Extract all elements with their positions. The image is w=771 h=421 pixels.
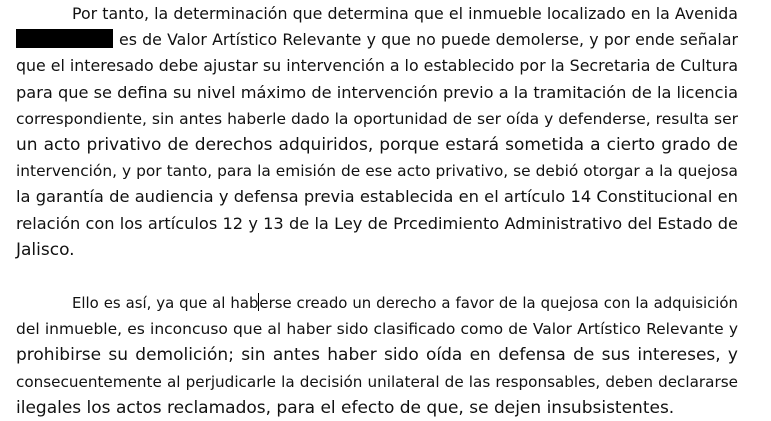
paragraph-1-line-9: relación con los artículos 12 y 13 de la Ley de Prcedimiento Administrativo del Estado de: [16, 213, 738, 233]
paragraph-2-line-1-text-b: erse creado un derecho a favor de la quejosa con la adquisición: [259, 294, 738, 312]
paragraph-1-line-8: la garantía de audiencia y defensa previa establecida en el artículo 14 Constitucional en: [16, 187, 738, 207]
paragraph-1-line-5: correspondiente, sin antes haberle dado la oportunidad de ser oída y defenderse, resulta ser: [16, 109, 738, 128]
paragraph-1: [16, 1, 738, 263]
paragraph-1-line-1: Por tanto, la determinación que determina que el inmueble localizado en la Avenida: [72, 4, 738, 23]
paragraph-2-line-1-text-a: Ello es así, ya que al hab: [72, 294, 259, 312]
paragraph-2-line-1[interactable]: [16, 290, 738, 316]
paragraph-1-line-4: para que se defina su nivel máximo de intervención previo a la tramitación de la licencia: [16, 82, 738, 102]
paragraph-2-line-2: del inmueble, es inconcuso que al haber sido clasificado como de Valor Artístico Relevante y: [16, 320, 738, 339]
paragraph-1-line-2: [16, 27, 738, 53]
paragraph-1-line-7: intervención, y por tanto, para la emisión de ese acto privativo, se debió otorgar a la quejosa: [16, 162, 738, 181]
paragraph-2-line-4: consecuentemente al perjudicarle la decisión unilateral de las responsables, deben declararse: [16, 372, 738, 391]
paragraph-1-line-10: Jalisco.: [16, 239, 75, 260]
paragraph-1-line-3: que el interesado debe ajustar su intervención a lo establecido por la Secretaria de Cultura: [16, 56, 739, 76]
paragraph-1-line-2-text: es de Valor Artístico Relevante y que no puede demolerse, y por ende señalar: [119, 30, 738, 50]
paragraph-1-line-6: un acto privativo de derechos adquiridos, porque estará sometida a cierto grado de: [16, 134, 738, 155]
paragraph-2[interactable]: [16, 290, 738, 421]
paragraph-2-line-5: ilegales los actos reclamados, para el efecto de que, se dejen insubsistentes.: [16, 397, 675, 418]
redaction-bar: [16, 29, 113, 48]
paragraph-2-line-3: prohibirse su demolición; sin antes haber sido oída en defensa de sus intereses, y: [16, 345, 738, 366]
